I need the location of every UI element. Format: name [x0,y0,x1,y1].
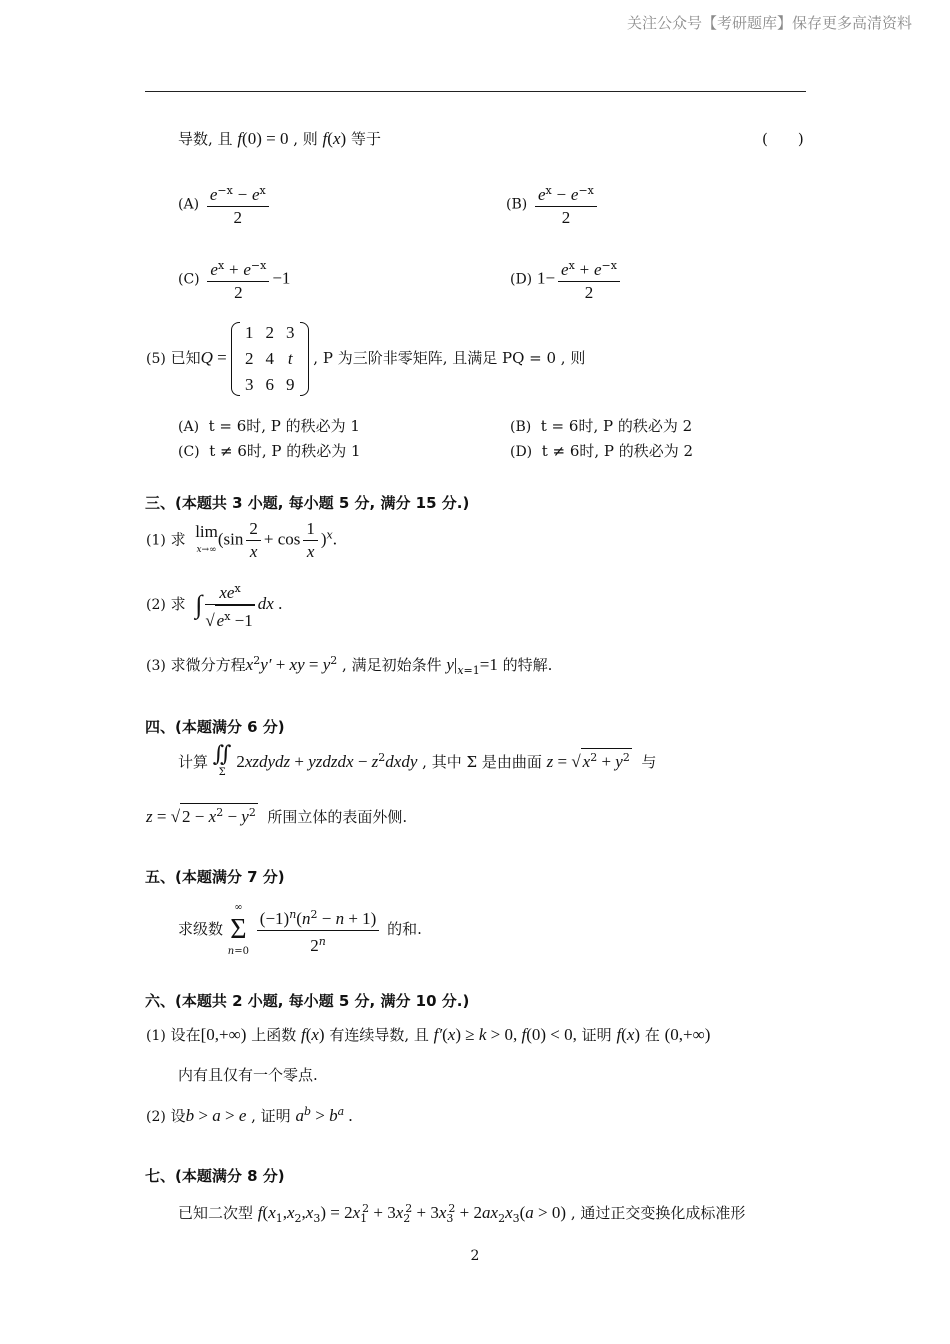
q5-option-b: (B) t = 6时, P 的秩必为 2 [510,417,693,435]
q4-option-b: (B) $\frac{e^x - e^{-x}}{2}$ [506,180,600,229]
sec4-line-1: 计算 ∬ Σ 2xzdydz + yzdzdx − $z^2dxdy$ , 其中 Σ 是由曲面 z = √ $x^2 + y^2$ 与 [178,741,657,778]
matrix-q: 1 2 3 2 4 t 3 6 9 [231,320,309,398]
q4-option-a: (A) $\frac{e^{-x} - e^x}{2}$ [178,180,272,229]
sec6-item-2: (2) 设b > a > e , 证明 $a^b > b^a$ . [146,1105,353,1125]
sec3-item-1: (1) 求 lim x→∞ (sin $\frac{2}{x}$ + cos $\frac{1}{x}$ )$^x$. [146,519,337,561]
sec3-item-3: (3) 求微分方程$x^2y'$ + xy = $y^2$ , 满足初始条件 $y|_{x=1}=1$ 的特解. [146,654,553,677]
q5-stem: (5) 已知Q = 1 2 3 2 4 t 3 6 9 , P 为三阶非零矩阵, 且满足 PQ = 0 , 则 [146,320,585,398]
sec3-item-2: (2) 求 ∫ $\frac{xe^x}{√ e^x -1}$ dx . [146,578,282,632]
section-6-heading: 六、(本题共 2 小题, 每小题 5 分, 满分 10 分.) [145,992,470,1010]
q5-option-d: (D) t ≠ 6时, P 的秩必为 2 [510,442,694,460]
page-number: 2 [470,1248,480,1264]
header-rule [145,91,806,92]
q4-stem: 导数, 且 f(0) = 0 , 则 f(x) 等于 [178,129,381,148]
sec5-question: 求级数 ∞ Σ n=0 $\frac{(-1)^n(n^2 - n + 1)}{2^n}$ 的和. [178,902,422,957]
section-3-heading: 三、(本题共 3 小题, 每小题 5 分, 满分 15 分.) [145,494,470,512]
q4-option-c: (C) $\frac{e^x + e^{-x}}{2}$ −1 [178,255,290,304]
sec6-item-1-line-1: (1) 设在[0,+∞) 上函数 f(x) 有连续导数, 且 f′(x) ≥ k > 0, f(0) < 0, 证明 f(x) 在 (0,+∞) [146,1025,711,1044]
sec4-line-2: z = √ $2 - x^2 - y^2$ 所围立体的表面外侧. [146,803,407,826]
section-7-heading: 七、(本题满分 8 分) [145,1167,285,1185]
watermark: 关注公众号【考研题库】保存更多高清资料 [626,14,912,32]
section-4-heading: 四、(本题满分 6 分) [145,718,285,736]
q4-option-d: (D) 1− $\frac{e^x + e^{-x}}{2}$ [510,255,623,304]
q5-option-c: (C) t ≠ 6时, P 的秩必为 1 [178,442,361,460]
q5-option-a: (A) t = 6时, P 的秩必为 1 [178,417,360,435]
sec6-item-1-line-2: 内有且仅有一个零点. [178,1066,318,1084]
sec7-question: 已知二次型 $f(x_1,x_2,x_3) = 2x_1^2 + 3x_2^2 + 3x_3^2 + 2ax_2x_3(a > 0)$ , 通过正交变换化成标准形 [178,1202,746,1225]
section-5-heading: 五、(本题满分 7 分) [145,868,285,886]
answer-blank: ( ) [762,130,804,148]
